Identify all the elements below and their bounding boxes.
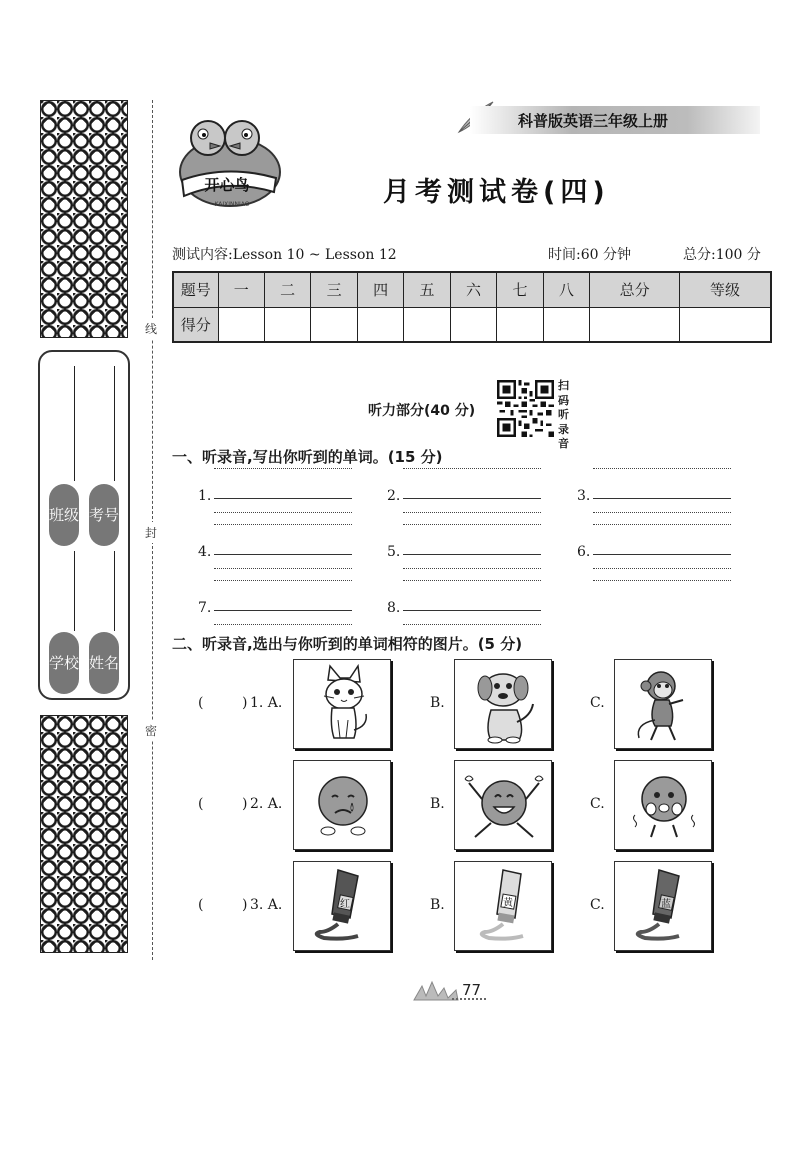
kaixinniao-logo <box>172 108 282 212</box>
sad-face-icon <box>294 761 392 851</box>
word-answer-item[interactable] <box>387 522 547 582</box>
cut-mark-seal: 封 <box>145 522 157 543</box>
option-c-label: C. <box>590 695 605 711</box>
page-number: 77 <box>462 981 482 999</box>
item-number: 2. <box>387 488 401 504</box>
page-number-underline <box>452 998 486 1000</box>
exam-number-label: 考号 <box>89 484 119 546</box>
option-b-dog-picture[interactable] <box>454 659 552 749</box>
cut-mark-line: 线 <box>145 318 157 339</box>
answer-paren-close: ) <box>242 897 248 913</box>
school-label: 学校 <box>49 632 79 694</box>
item-number: 6. <box>577 544 591 560</box>
decorative-pattern-top <box>40 100 128 338</box>
score-col-header: 六 <box>450 272 496 307</box>
score-col-header: 二 <box>264 272 310 307</box>
option-a-cat-picture[interactable] <box>293 659 391 749</box>
total-score: 总分:100 分 <box>683 247 761 263</box>
answer-paren-close: ) <box>242 796 248 812</box>
decorative-pattern-bottom <box>40 715 128 953</box>
option-b-label: B. <box>430 796 445 812</box>
red-paint-tube-icon <box>294 862 392 952</box>
score-col-header: 三 <box>311 272 357 307</box>
score-cell[interactable] <box>264 307 310 342</box>
cut-mark-secret: 密 <box>145 720 157 741</box>
score-cell[interactable] <box>357 307 403 342</box>
student-info-box <box>38 350 130 700</box>
item-number: 1. <box>198 488 212 504</box>
score-table-score-row <box>173 307 771 342</box>
test-content: 测试内容:Lesson 10 ~ Lesson 12 <box>172 247 397 263</box>
yellow-paint-tube-icon <box>455 862 553 952</box>
score-col-header: 等级 <box>680 272 771 307</box>
answer-paren-open[interactable]: ( <box>198 897 204 913</box>
exam-title: 月考测试卷(四) <box>383 177 610 208</box>
series-title: 科普版英语三年级上册 <box>518 112 669 130</box>
score-col-header: 五 <box>404 272 450 307</box>
test-time: 时间:60 分钟 <box>548 247 631 263</box>
dog-icon <box>455 660 553 750</box>
score-table-header-row <box>173 272 771 307</box>
score-cell[interactable] <box>497 307 543 342</box>
score-cell[interactable] <box>450 307 496 342</box>
answer-paren-open[interactable]: ( <box>198 796 204 812</box>
option-c-monkey-picture[interactable] <box>614 659 712 749</box>
class-field-line[interactable] <box>74 366 75 481</box>
class-label: 班级 <box>49 484 79 546</box>
item-number: 8. <box>387 600 401 616</box>
section2-title: 二、听录音,选出与你听到的单词相符的图片。(5 分) <box>172 635 523 653</box>
question-number-header: 题号 <box>173 272 218 307</box>
option-b-yellow-paint-picture[interactable] <box>454 861 552 951</box>
score-table <box>172 271 772 343</box>
option-a-red-paint-picture[interactable] <box>293 861 391 951</box>
word-answer-item[interactable] <box>198 466 358 526</box>
answer-paren-close: ) <box>242 695 248 711</box>
section1-title: 一、听录音,写出你听到的单词。(15 分) <box>172 448 443 466</box>
name-field-line[interactable] <box>114 551 115 631</box>
item-number: 7. <box>198 600 212 616</box>
score-cell[interactable] <box>404 307 450 342</box>
score-cell[interactable] <box>543 307 589 342</box>
picture-question-row <box>172 659 732 749</box>
listening-part-title: 听力部分(40 分) <box>368 403 476 419</box>
option-b-happy-face-picture[interactable] <box>454 760 552 850</box>
qr-scan-label: 扫码听录音 <box>558 379 569 450</box>
word-answer-item[interactable] <box>577 522 737 582</box>
blue-paint-tube-icon <box>615 862 713 952</box>
word-answer-item[interactable] <box>198 522 358 582</box>
option-c-scared-face-picture[interactable] <box>614 760 712 850</box>
exam-number-field-line[interactable] <box>114 366 115 481</box>
school-field-line[interactable] <box>74 551 75 631</box>
word-answer-item[interactable] <box>198 578 358 638</box>
option-c-blue-paint-picture[interactable] <box>614 861 712 951</box>
option-b-label: B. <box>430 897 445 913</box>
option-b-label: B. <box>430 695 445 711</box>
name-label: 姓名 <box>89 632 119 694</box>
word-answer-item[interactable] <box>577 466 737 526</box>
item-number: 5. <box>387 544 401 560</box>
score-col-header: 七 <box>497 272 543 307</box>
score-cell[interactable] <box>590 307 680 342</box>
word-answer-item[interactable] <box>387 578 547 638</box>
item-number: 4. <box>198 544 212 560</box>
question-number: 2. A. <box>250 796 283 812</box>
score-col-header: 四 <box>357 272 403 307</box>
score-cell[interactable] <box>311 307 357 342</box>
score-row-label: 得分 <box>173 307 218 342</box>
score-col-header: 八 <box>543 272 589 307</box>
question-number: 3. A. <box>250 897 283 913</box>
option-c-label: C. <box>590 796 605 812</box>
svg-text:开心鸟: 开心鸟 <box>204 176 250 194</box>
picture-question-row <box>172 760 732 850</box>
option-c-label: C. <box>590 897 605 913</box>
scared-face-icon <box>615 761 713 851</box>
answer-paren-open[interactable]: ( <box>198 695 204 711</box>
word-answer-item[interactable] <box>387 466 547 526</box>
happy-face-icon <box>455 761 553 851</box>
monkey-icon <box>615 660 713 750</box>
picture-question-row <box>172 861 732 951</box>
svg-text:黄: 黄 <box>503 898 513 909</box>
item-number: 3. <box>577 488 591 504</box>
score-cell[interactable] <box>218 307 264 342</box>
svg-text:KAIXINNIAO: KAIXINNIAO <box>214 201 250 208</box>
score-cell[interactable] <box>680 307 771 342</box>
question-number: 1. A. <box>250 695 283 711</box>
series-banner <box>470 106 760 134</box>
svg-text:蓝: 蓝 <box>661 899 671 910</box>
score-col-header: 一 <box>218 272 264 307</box>
option-a-sad-face-picture[interactable] <box>293 760 391 850</box>
cat-icon <box>294 660 392 750</box>
qr-code-icon[interactable] <box>497 380 554 437</box>
svg-text:红: 红 <box>340 899 350 910</box>
score-col-header: 总分 <box>590 272 680 307</box>
